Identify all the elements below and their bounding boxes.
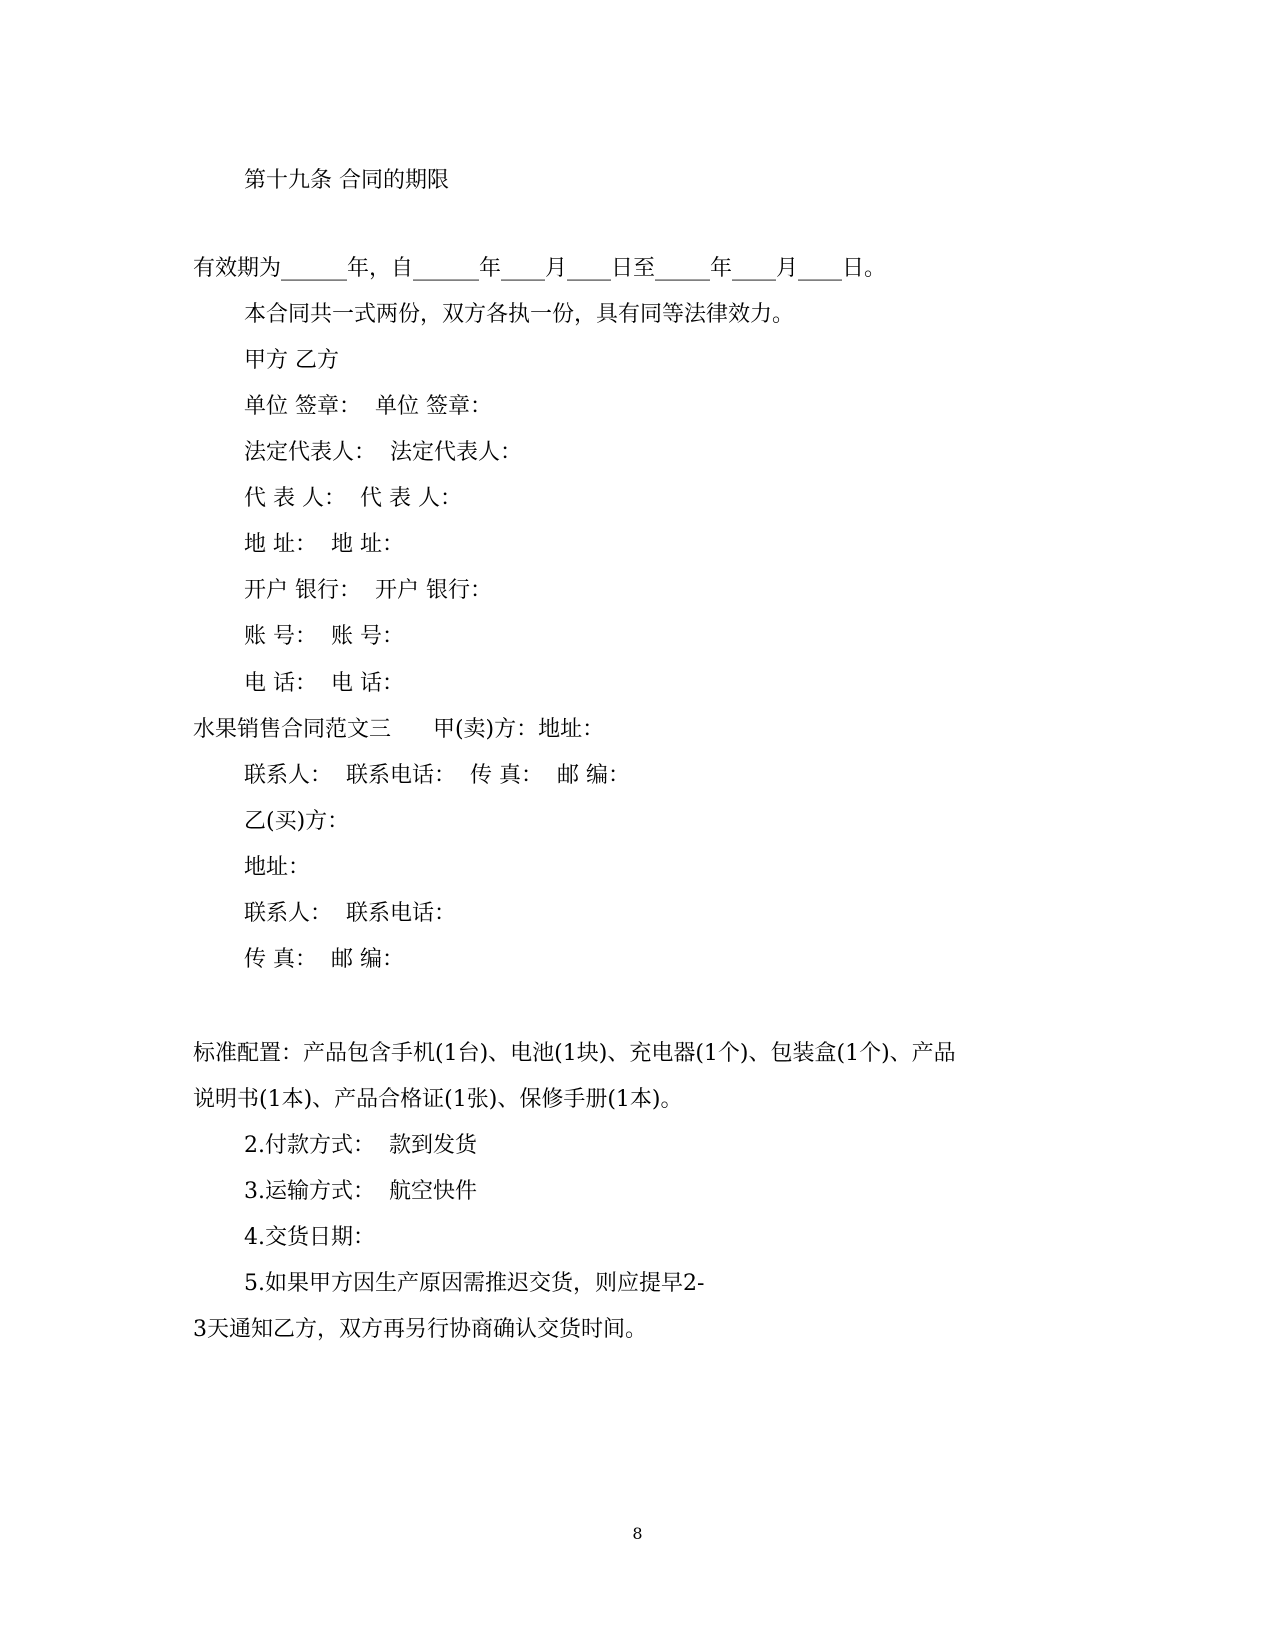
representative-line: 代 表 人： 代 表 人： (244, 486, 462, 511)
legal-representative-line: 法定代表人： 法定代表人： (244, 440, 522, 465)
standard-config-line-1: 标准配置：产品包含手机(1台)、电池(1块)、充电器(1个)、包装盒(1个)、产品 (193, 1041, 956, 1066)
seller-contact-line: 联系人： 联系电话： 传 真： 邮 编： (244, 763, 630, 788)
delay-clause-line-2: 3天通知乙方，双方再另行协商确认交货时间。 (193, 1317, 647, 1342)
buyer-fax-line: 传 真： 邮 编： (244, 947, 404, 972)
phone-line: 电 话： 电 话： (244, 671, 404, 696)
contract-title-seller: 水果销售合同范文三 甲(卖)方：地址： (193, 717, 605, 742)
delivery-date-line: 4.交货日期： (244, 1225, 375, 1250)
copies-clause: 本合同共一式两份，双方各执一份，具有同等法律效力。 (244, 302, 795, 327)
parties-heading: 甲方 乙方 (244, 348, 339, 373)
standard-config-line-2: 说明书(1本)、产品合格证(1张)、保修手册(1本)。 (193, 1087, 683, 1112)
delay-clause-line-1: 5.如果甲方因生产原因需推迟交货，则应提早2- (244, 1271, 705, 1296)
page-number: 8 (632, 1524, 643, 1543)
bank-line: 开户 银行： 开户 银行： (244, 578, 492, 603)
address-line: 地 址： 地 址： (244, 532, 404, 557)
shipping-method-line: 3.运输方式： 航空快件 (244, 1179, 477, 1204)
payment-method-line: 2.付款方式： 款到发货 (244, 1133, 477, 1158)
validity-period-line: 有效期为______年，自______年____月____日至_____年____月____日。 (193, 256, 887, 281)
buyer-heading: 乙(买)方： (244, 809, 350, 834)
account-line: 账 号： 账 号： (244, 624, 404, 649)
buyer-contact-line: 联系人： 联系电话： (244, 901, 456, 926)
buyer-address-line: 地址： (244, 855, 311, 880)
section-heading-term: 第十九条 合同的期限 (244, 168, 449, 193)
signature-seal-line: 单位 签章： 单位 签章： (244, 394, 492, 419)
